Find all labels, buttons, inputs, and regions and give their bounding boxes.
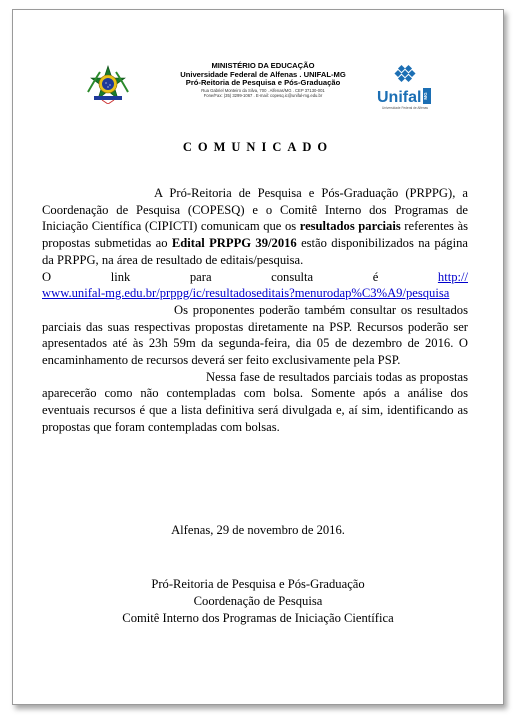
document-date: Alfenas, 29 de novembro de 2016. bbox=[171, 523, 345, 537]
university-name: Universidade Federal de Alfenas . UNIFAL-MG bbox=[180, 69, 346, 79]
unifal-logo bbox=[375, 64, 435, 112]
brazil-coat-of-arms-icon bbox=[85, 64, 131, 104]
paragraph-2 bbox=[42, 269, 468, 302]
document-page bbox=[12, 9, 504, 705]
p1-bold-edital: Edital PRPPG 39/2016 bbox=[171, 236, 297, 251]
paragraph-4 bbox=[42, 369, 468, 436]
signature-line-2: Coordenação de Pesquisa bbox=[193, 593, 323, 608]
letterhead bbox=[13, 62, 503, 122]
signature-block bbox=[13, 576, 503, 626]
results-link[interactable]: http://www.unifal-mg.edu.br/prppg/ic/resultadoseditais?menurodap%C3%A9/pesquisa bbox=[42, 269, 468, 301]
signature-line-1: Pró-Reitoria de Pesquisa e Pós-Graduação bbox=[151, 577, 365, 591]
p2-text: O link para consulta é bbox=[42, 269, 438, 284]
p1-text-c: estão disponibilizados na página da PRPPG, na área de resultado de editais/pesquisa. bbox=[42, 236, 468, 267]
p1-text-a: A Pró-Reitoria de Pesquisa e Pós-Graduação (PRPPG), a Coordenação de Pesquisa (COPESQ) e o Comitê Interno dos Programas de Iniciação Científica (CIPICTI) comunicam que os bbox=[42, 186, 468, 234]
paragraph-3 bbox=[42, 302, 468, 369]
department-name: Pró-Reitoria de Pesquisa e Pós-Graduação bbox=[185, 78, 341, 87]
signature-line-3: Comitê Interno dos Programas de Iniciação Científica bbox=[122, 610, 394, 625]
p1-bold-results: resultados parciais bbox=[299, 219, 401, 234]
contact-line: Fone/Fax: (35) 3299-1067 . E-mail: copesq.ic@unifal-mg.edu.br bbox=[203, 93, 323, 99]
letterhead-text bbox=[163, 62, 363, 99]
ministry-name: MINISTÉRIO DA EDUCAÇÃO bbox=[211, 61, 315, 70]
paragraph-1 bbox=[42, 185, 468, 269]
p4-text: Nessa fase de resultados parciais todas as propostas aparecerão como não contempladas com bolsa. Somente após a análise dos eventuais recursos é que a lista definitiva será divulgada e, aí sim, identificando as propostas que foram contempladas com bolsas. bbox=[42, 369, 468, 434]
p1-text-b: referentes às propostas submetidas ao bbox=[42, 219, 468, 251]
document-body bbox=[42, 185, 468, 436]
svg-text:Universidade Federal de Alfena: Universidade Federal de Alfenas bbox=[381, 106, 429, 110]
p3-text: Os proponentes poderão também consultar os resultados parciais das suas respectivas propostas diretamente na PSP. Recursos poderão ser apresentados até às 23h 59m da segunda-feira, dia 05 de dezembro de 2016. O encaminhamento de recursos deverá ser feito exclusivamente pela PSP. bbox=[42, 302, 468, 368]
address-line: Rua Gabriel Monteiro da Silva, 700 . Alfenas/MG . CEP 37130-001 bbox=[201, 87, 325, 93]
svg-text:MG: MG bbox=[423, 92, 428, 100]
document-title: COMUNICADO bbox=[182, 140, 334, 154]
svg-text:Unifal: Unifal bbox=[377, 89, 422, 106]
